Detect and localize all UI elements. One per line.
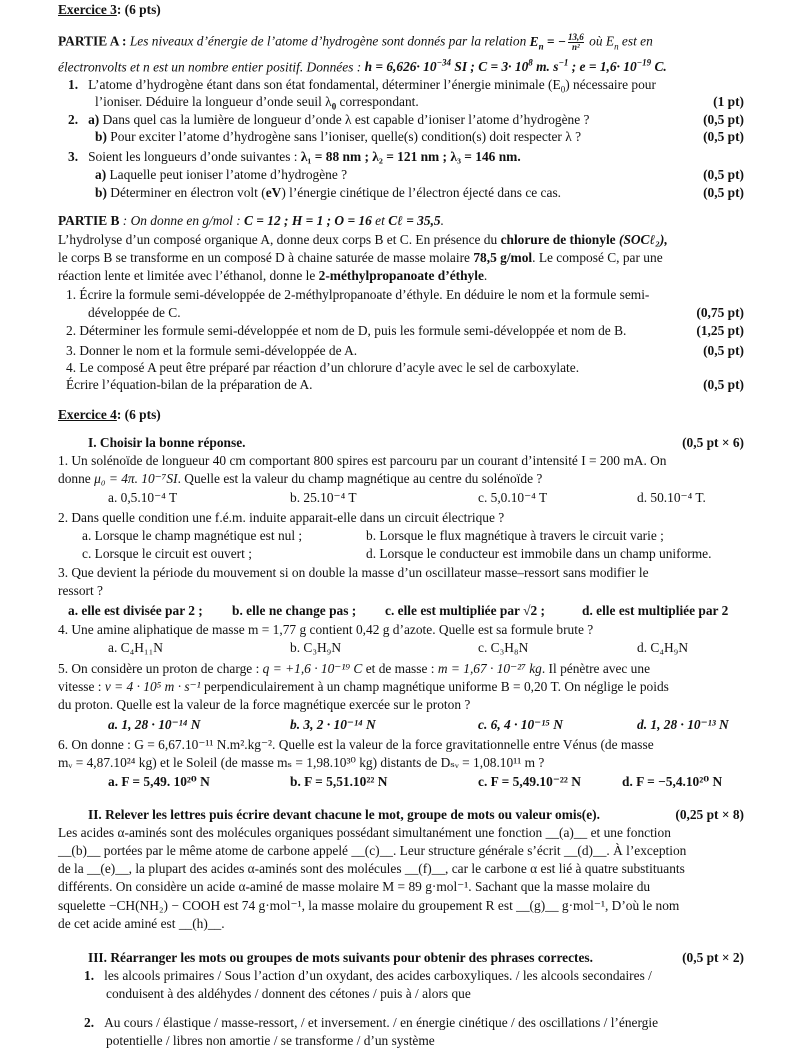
partB-heading: PARTIE B : On donne en g/mol : C = 12 ; H = 1 ; O = 16 et Cℓ = 35,5. — [58, 213, 444, 228]
mcq-q6-option-a[interactable]: a. F = 5,49. 10²⁰ N — [108, 774, 210, 789]
partB-text-line1: L’hydrolyse d’un composé organique A, donne deux corps B et C. En présence du chlorure de thionyle (SOCℓ₂), — [58, 232, 668, 247]
partA-intro-line2: électronvolts et n est un nombre entier positif. Données : $h = 6,626\cdot 10^{-34}$ SI ; $C = 3\cdot 10^8$ m. $s^{-1}$ ; $e = 1,6\cdot 10^{-19}$ C. — [58, 58, 667, 75]
mcq-q3-option-a[interactable]: a. elle est divisée par 2 ; — [68, 603, 203, 618]
mcq-q6-option-b[interactable]: b. F = 5,51.10²² N — [290, 774, 388, 789]
mcq-q5-line1: 5. On considère un proton de charge : q = +1,6 · 10⁻¹⁹ C et de masse : m = 1,67 · 10⁻²⁷ kg. Il pénètre avec une — [58, 661, 651, 676]
reorder-item-2-line1: 2. Au cours / élastique / masse-ressort, / et inversement. / en énergie cinétique / des oscillations / l’énergie — [84, 1015, 659, 1030]
mcq-q6-option-d[interactable]: d. F = −5,4.10²⁰ N — [622, 774, 723, 789]
energy-formula: $E_n$ = − $\frac{13,6}{\text{n²}}$ — [529, 32, 584, 52]
mcq-q1-option-d[interactable]: d. 50.10⁻⁴ T. — [637, 490, 706, 505]
exercise-3-points: : (6 pts) — [116, 2, 161, 17]
partA-q1-line1: 1. L’atome d’hydrogène étant dans son état fondamental, déterminer l’énergie minimale $(E_0)$ nécessaire pour — [68, 77, 656, 95]
constants: $h = 6,626\cdot 10^{-34}$ SI ; $C = 3\cdot 10^8$ m. $s^{-1}$ ; $e = 1,6\cdot 10^{-19}$ C. — [364, 58, 667, 75]
mcq-q6-option-c[interactable]: c. F = 5,49.10⁻²² N — [478, 774, 581, 789]
mcq-q2: 2. Dans quelle condition une f.é.m. induite apparait-elle dans un circuit électrique ? — [58, 510, 505, 525]
section-I-heading: I. Choisir la bonne réponse. (0,5 pt × 6) — [88, 435, 744, 450]
section-II-heading: II. Relever les lettres puis écrire devant chacune le mot, groupe de mots ou valeur omis(e). (0,25 pt × 8) — [88, 807, 744, 822]
partA-q2a: 2. a) Dans quel cas la lumière de longueur d’onde λ est capable d’ioniser l’atome d’hydrogène ? (0,5 pt) — [68, 112, 744, 127]
mcq-q6-options — [0, 774, 800, 791]
mcq-q5-line2: vitesse : v = 4 · 10⁵ m · s⁻¹ perpendiculairement à un champ magnétique uniforme B = 0,20 T. On néglige le poids — [58, 679, 669, 694]
mcq-q5-option-a[interactable]: a. 1, 28 · 10⁻¹⁴ N — [108, 717, 201, 732]
mcq-q2-option-c[interactable]: c. Lorsque le circuit est ouvert ; — [82, 546, 252, 561]
partA-q3b: b) Déterminer en électron volt (eV) l’énergie cinétique de l’électron éjecté dans ce cas. (0,5 pt) — [95, 185, 744, 200]
fill-blank-line: __(b)__ portées par le même atome de carbone appelé __(c)__. Leur structure générale s’écrit __(d)__. À l’exception — [58, 843, 687, 858]
reorder-item-1-line2: conduisent à des aldéhydes / donnent des cétones / puis à / alors que — [106, 986, 471, 1001]
partA-q1-points: (1 pt) — [713, 94, 744, 109]
fill-blank-line: Les acides α-aminés sont des molécules organiques possédant simultanément une fonction __(a)__ et une fonction — [58, 825, 671, 840]
mcq-q4: 4. Une amine aliphatique de masse m = 1,77 g contient 0,42 g d’azote. Quelle est sa formule brute ? — [58, 622, 594, 637]
reorder-item-1-line1: 1. les alcools primaires / Sous l’action d’un oxydant, des acides carboxyliques. / les alcools secondaires / — [84, 968, 652, 983]
fill-blank-line: squelette −CH(NH₂) − COOH est 74 g·mol⁻¹, la masse molaire du groupement R est __(g)__ g·mol⁻¹, D’où le nom — [58, 898, 680, 913]
partA-q3a: a) Laquelle peut ioniser l’atome d’hydrogène ? (0,5 pt) — [95, 167, 744, 182]
mcq-q5-line3: du proton. Quelle est la valeur de la force magnétique exercée sur le proton ? — [58, 697, 471, 712]
partA-q2b: b) Pour exciter l’atome d’hydrogène sans l’ioniser, quelle(s) condition(s) doit respecter λ ? (0,5 pt) — [95, 129, 744, 144]
mcq-q3-line1: 3. Que devient la période du mouvement si on double la masse d’un oscillateur masse–ressort sans modifier le — [58, 565, 649, 580]
mcq-q5-option-c[interactable]: c. 6, 4 · 10⁻¹⁵ N — [478, 717, 563, 732]
mcq-q4-option-b[interactable]: b. C₃H₉N — [290, 640, 341, 655]
reorder-item-2-line2: potentielle / libres non amortie / se transforme / d’un système — [106, 1033, 435, 1048]
mcq-q5-option-d[interactable]: d. 1, 28 · 10⁻¹³ N — [637, 717, 729, 732]
mcq-q1-option-a[interactable]: a. 0,5.10⁻⁴ T — [108, 490, 178, 505]
section-III-heading: III. Réarranger les mots ou groupes de mots suivants pour obtenir des phrases correctes. (0,5 pt × 2) — [88, 950, 744, 965]
mcq-q2-option-a[interactable]: a. Lorsque le champ magnétique est nul ; — [82, 528, 303, 543]
mcq-q4-option-d[interactable]: d. C₄H₉N — [637, 640, 688, 655]
mcq-q3-option-c[interactable]: c. elle est multipliée par √2 ; — [385, 603, 545, 618]
mcq-q2-options-row1 — [0, 528, 800, 545]
fill-blank-line: différents. On considère un acide α-aminé de masse molaire M = 89 g·mol⁻¹. Sachant que la masse molaire du — [58, 879, 651, 894]
mcq-q4-option-a[interactable]: a. C₄H₁₁N — [108, 640, 163, 655]
mcq-q4-option-c[interactable]: c. C₃H₈N — [478, 640, 529, 655]
mcq-q2-option-b[interactable]: b. Lorsque le flux magnétique à travers le circuit varie ; — [366, 528, 664, 543]
mcq-q4-options — [0, 640, 800, 657]
exercise-3-title: Exercice 3 — [58, 2, 117, 17]
partA-intro-text: Les niveaux d’énergie de l’atome d’hydrogène sont donnés par la relation — [129, 33, 527, 49]
mcq-q1-option-b[interactable]: b. 25.10⁻⁴ T — [290, 490, 357, 505]
mcq-q1-options — [0, 490, 800, 507]
mcq-q5-option-b[interactable]: b. 3, 2 · 10⁻¹⁴ N — [290, 717, 376, 732]
partB-q4-line2: Écrire l’équation-bilan de la préparation de A. (0,5 pt) — [66, 377, 744, 392]
mcq-q1-line2: donne μ₀ = 4π. 10⁻⁷SI. Quelle est la valeur du champ magnétique au centre du solénoïde ? — [58, 471, 543, 486]
mcq-q1-line1: 1. Un solénoïde de longueur 40 cm comportant 800 spires est parcouru par un courant d’intensité I = 200 mA. On — [58, 453, 667, 468]
partB-q1-line1: 1. Écrire la formule semi-développée de 2-méthylpropanoate d’éthyle. En déduire le nom et la formule semi- — [66, 287, 650, 302]
partA-label: PARTIE A : — [58, 33, 127, 49]
mcq-q3-options — [0, 603, 800, 620]
partB-text-line3: réaction lente et limitée avec l’éthanol, donne le 2-méthylpropanoate d’éthyle. — [58, 268, 488, 283]
partA-q1-line2: l’ioniser. Déduire la longueur d’onde seuil $\lambda_0$ correspondant. (1 pt) — [95, 94, 744, 115]
fill-blank-line: de cet acide aminé est __(h)__. — [58, 916, 225, 931]
mcq-q2-options-row2 — [0, 546, 800, 563]
mcq-q3-option-d[interactable]: d. elle est multipliée par 2 — [582, 603, 729, 618]
exercise-3-heading — [58, 2, 744, 18]
mcq-q2-option-d[interactable]: d. Lorsque le conducteur est immobile dans un champ uniforme. — [366, 546, 712, 561]
partB-q3: 3. Donner le nom et la formule semi-développée de A. (0,5 pt) — [66, 343, 744, 358]
mcq-q6-line2: mᵥ = 4,87.10²⁴ kg) et le Soleil (de masse mₛ = 1,98.10³⁰ kg) distants de Dₛᵥ = 1,08.10¹¹ m ? — [58, 755, 545, 770]
exercise-4-heading: Exercice 4: (6 pts) — [58, 407, 161, 422]
partA-q3: 3. Soient les longueurs d’onde suivantes : λ₁ = 88 nm ; λ₂ = 121 nm ; λ₃ = 146 nm. — [68, 149, 521, 164]
partB-q2: 2. Déterminer les formule semi-développée et nom de D, puis les formule semi-développée et nom de B. (1,25 pt) — [66, 323, 744, 338]
mcq-q5-options — [0, 717, 800, 734]
partB-q1-line2: développée de C. (0,75 pt) — [88, 305, 744, 320]
partB-q4-line1: 4. Le composé A peut être préparé par réaction d’un chlorure d’acyle avec le sel de carboxylate. — [66, 360, 580, 375]
fill-blank-line: de la __(e)__, la plupart des acides α-aminés sont des molécules __(f)__, car le carbone α est lié à quatre substituants — [58, 861, 685, 876]
mcq-q3-line2: ressort ? — [58, 583, 103, 598]
partA-intro-line1: PARTIE A : Les niveaux d’énergie de l’atome d’hydrogène sont donnés par la relation $E_n$ = − $\frac{13,6}{\text{n²}}$ où $E_n$ est en — [58, 32, 653, 52]
partB-text-line2: le corps B se transforme en un composé D à chaine saturée de masse molaire 78,5 g/mol. Le composé C, par une — [58, 250, 663, 265]
mcq-q1-option-c[interactable]: c. 5,0.10⁻⁴ T — [478, 490, 548, 505]
mcq-q3-option-b[interactable]: b. elle ne change pas ; — [232, 603, 357, 618]
mcq-q6-line1: 6. On donne : G = 6,67.10⁻¹¹ N.m².kg⁻². Quelle est la valeur de la force gravitationnelle entre Vénus (de masse — [58, 737, 654, 752]
